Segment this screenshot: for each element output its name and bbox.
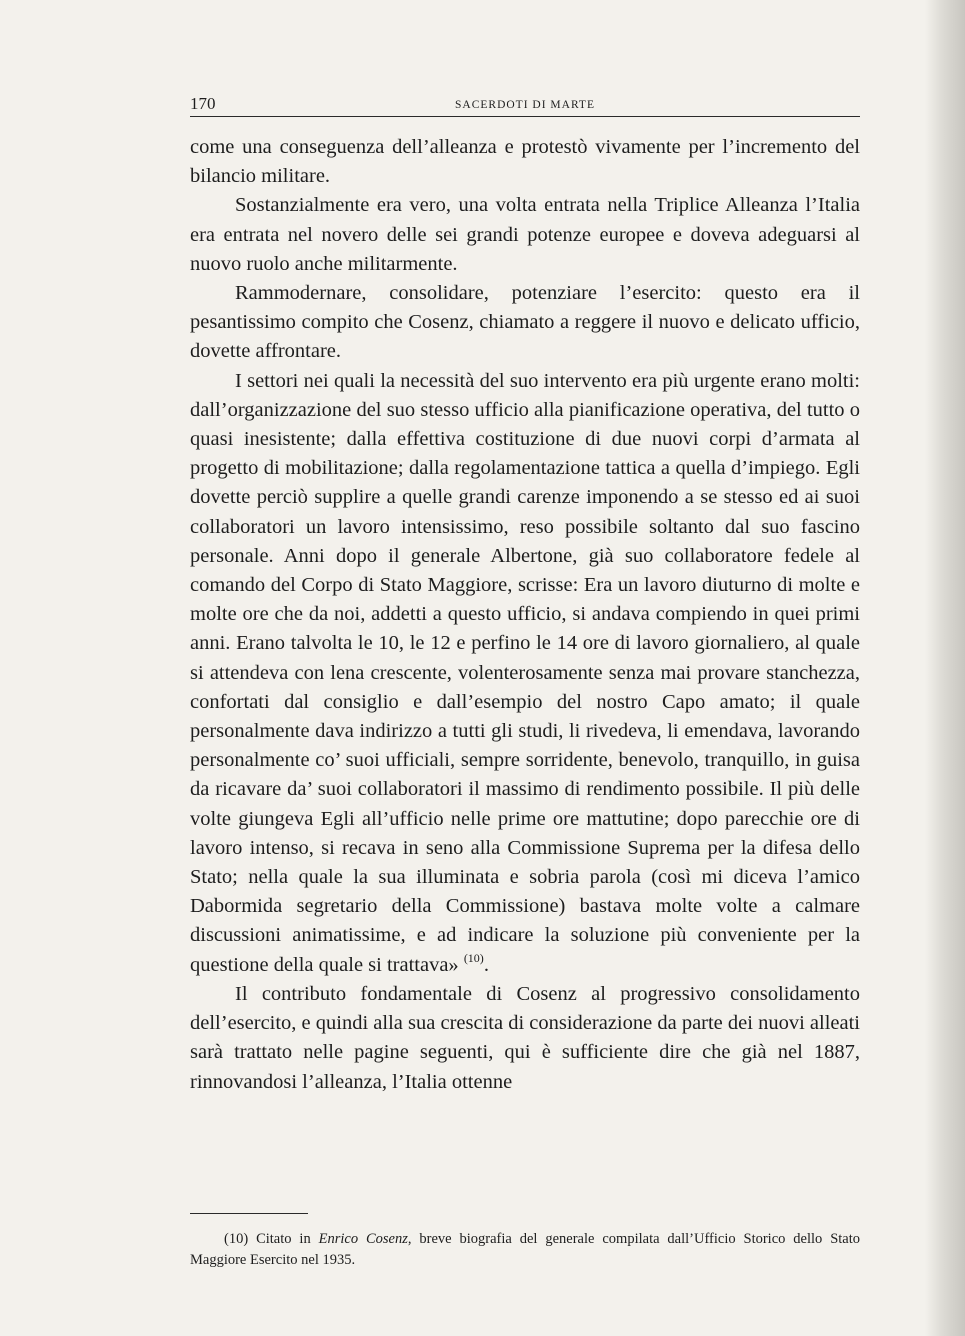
sentence-period: . (483, 953, 489, 976)
footnote-text-before-title: Citato in (256, 1231, 311, 1247)
footnote-divider (190, 1213, 308, 1214)
footnote-number: (10) (224, 1231, 249, 1247)
paragraph: come una conseguenza dell’alleanza e protestò vivamente per l’incremento del bilancio militare. (190, 136, 860, 188)
footnote (190, 1229, 860, 1271)
page-number: 170 (190, 94, 216, 113)
paragraph: Sostanzialmente era vero, una volta entrata nella Triplice Alleanza l’Italia era entrata nel novero delle sei grandi potenze europee e doveva adeguarsi al nuovo ruolo anche militarmente. (190, 194, 860, 275)
footnote-reference[interactable]: (10) (463, 950, 484, 965)
footnote-cited-title: Enrico Cosenz (318, 1231, 408, 1247)
paragraph (190, 367, 860, 980)
paragraph-text: I settori nei quali la necessità del suo intervento era più urgente erano molti: dall’organizzazione del suo stesso ufficio alla pianificazione operativa, del tutto o quasi inesistente; dalla effettiva costituzione di due nuovi corpi d’armata al progetto di mobilitazione; dalla regolamentazione tattica a quella d’impiego. Egli dovette perciò supplire a quelle grandi carenze imponendo a se stesso ed ai suoi collaboratori un lavoro intensissimo, reso possibile soltanto dal suo fascino personale. Anni dopo il generale Albertone, già suo collaboratore fedele al comando del Corpo di Stato Maggiore, scrisse: Era un lavoro diuturno di molte e molte ore che da noi, addetti a questo ufficio, si andava compiendo in quei primi anni. Erano talvolta le 10, le 12 e perfino le 14 ore di lavoro giornaliero, al quale si attendeva con lena crescente, volenterosamente senza mai provare stanchezza, confortati dal consiglio e dall’esempio del nostro Capo amato; il quale personalmente dava indirizzo a tutti gli studi, li rivedeva, li emendava, lavorando personalmente co’ suoi ufficiali, sempre sorridente, benevolo, tranquillo, in guisa da ricavare da’ suoi collaboratori il massimo di rendimento possibile. Il più delle volte giungeva Egli all’ufficio nelle prime ore mattutine; dopo parecchie ore di lavoro intenso, si recava in seno alla Commissione Suprema per la difesa dello Stato; nella quale la sua illuminata e sobria parola (così mi diceva l’amico Dabormida segretario della Commissione) bastava molte volte a calmare discussioni animatissime, e ad indicare la soluzione più conveniente per la questione della quale si trattava» (190, 369, 860, 976)
paragraph: Il contributo fondamentale di Cosenz al progressivo consolidamento dell’esercito, e quindi alla sua crescita di considerazione da parte dei nuovi alleati sarà trattato nelle pagine seguenti, qui è sufficiente dire che già nel 1887, rinnovandosi l’alleanza, l’Italia ottenne (190, 982, 860, 1093)
book-spine-shadow (925, 0, 965, 1336)
body-text (190, 133, 860, 1097)
footnote-text-after-title: , breve biografia del generale compilata dall’Ufficio Storico dello Stato Maggiore Esercito nel 1935. (190, 1231, 861, 1268)
running-head: SACERDOTI DI MARTE (455, 99, 595, 111)
page-header (190, 94, 860, 117)
paragraph: Rammodernare, consolidare, potenziare l’esercito: questo era il pesantissimo compito che Cosenz, chiamato a reggere il nuovo e delicato ufficio, dovette affrontare. (190, 282, 860, 363)
